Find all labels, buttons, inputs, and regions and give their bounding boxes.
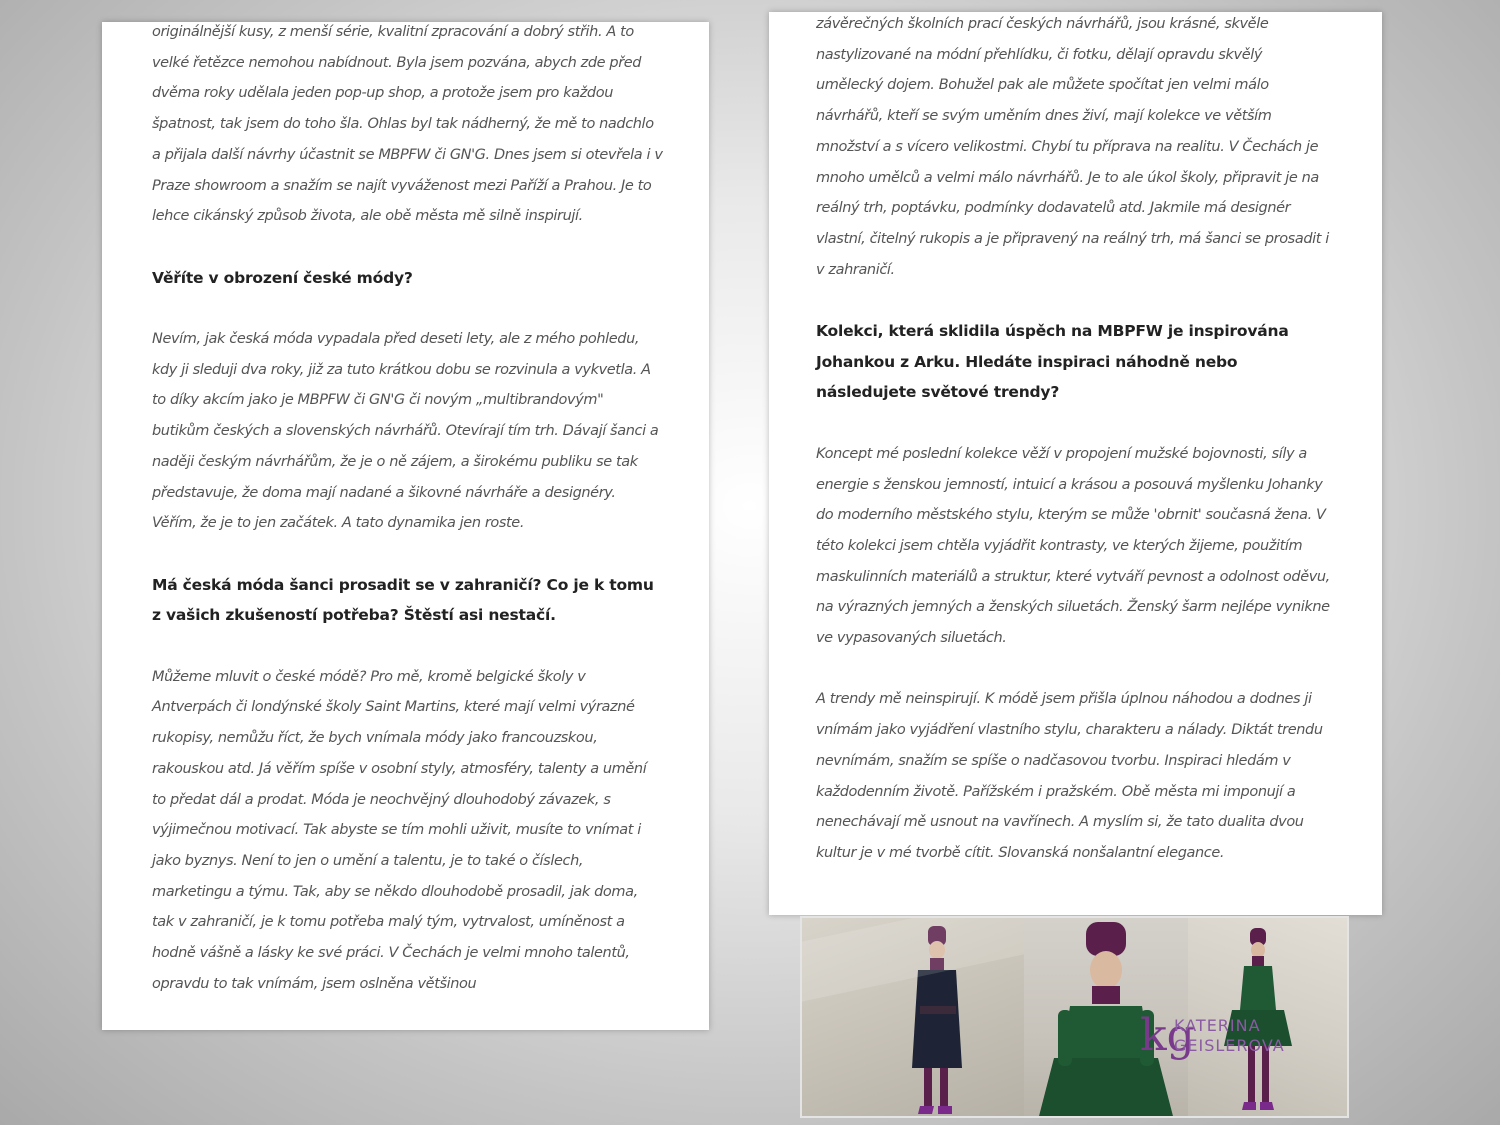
article-page-right xyxy=(769,12,1382,915)
question-revival: Věříte v obrození české módy? xyxy=(152,268,413,287)
designer-logo xyxy=(1140,1010,1340,1062)
answer-collection-concept: Koncept mé poslední kolekce věží v propojení mužské bojovnosti, síly a energie s ženskou jemností, intuicí a krásou a posouvá myšlenku Johanky do moderního městského stylu, kterým se může 'obrnit' současná žena. V této kolekci jsem chtěla vyjádřit kontrasty, ve kterých žijeme, použitím maskulinních materiálů a struktur, které vytváří pevnost a odolnost oděvu, na výrazných jemných a ženských siluetách. Ženský šarm nejlépe vynikne ve vypasovaných siluetách. xyxy=(816,445,1330,647)
logo-first-name: KATERINA xyxy=(1174,1016,1261,1035)
logo-monogram: kg xyxy=(1140,1010,1195,1061)
answer-revival: Nevím, jak česká móda vypadala před deseti lety, ale z mého pohledu, kdy ji sleduji dva roky, již za tuto krátkou dobu se rozvinula a vykvetla. A to díky akcím jako je MBPFW či GN'G či novým „multibrandovým" butikům českých a slovenských návrhářů. Otevírají tím trh. Dávají šanci a naději českým návrhářům, že je o ně zájem, a širokému publiku se tak představuje, že doma mají nadané a šikovné návrháře a designéry. Věřím, že je to jen začátek. A tato dynamika jen roste. xyxy=(152,331,659,532)
answer-trends: A trendy mě neinspirují. K módě jsem přišla úplnou náhodou a dodnes ji vnímám jako vyjádření vlastního stylu, charakteru a nálady. Diktát trendu nevnímám, snažím se spíše o nadčasovou tvorbu. Inspiraci hledám v každodenním životě. Pařížském i pražském. Obě města mi imponují a nenechávají mě usnout na vavřínech. A myslím si, že tato dualita dvou kultur je v mé tvorbě cítit. Slovanská nonšalantní elegance. xyxy=(816,691,1323,861)
question-abroad: Má česká móda šanci prosadit se v zahraničí? Co je k tomu z vašich zkušeností potřeba? Štěstí asi nestačí. xyxy=(152,575,654,625)
paragraph-intro-left: originálnější kusy, z menší série, kvalitní zpracování a dobrý střih. A to velké řetězce nemohou nabídnout. Byla jsem pozvána, abych zde před dvěma roky udělala jeden pop-up shop, a protože jsem pro každou špatnost, tak jsem do toho šla. Ohlas byl tak nádherný, že mě to nadchlo a přijala další návrhy účastnit se MBPFW či GN'G. Dnes jsem si otevřela i v Praze showroom a snažím se najít vyváženost mezi Paříží a Prahou. Je to lehce cikánský způsob života, ale obě města mě silně inspirují. xyxy=(152,24,663,225)
collection-photo-strip xyxy=(800,916,1349,1118)
question-inspiration: Kolekci, která sklidila úspěch na MBPFW je inspirována Johankou z Arku. Hledáte inspiraci náhodně nebo následujete světové trendy? xyxy=(816,322,1289,402)
right-text-flow xyxy=(816,12,1330,869)
article-page-left xyxy=(102,22,709,1030)
logo-last-name: GEISLEROVA xyxy=(1174,1036,1285,1055)
left-text-flow xyxy=(152,22,663,999)
model-photo-navy-coat xyxy=(802,918,1024,1116)
paragraph-intro-right: závěrečných školních prací českých návrhářů, jsou krásné, skvěle nastylizované na módní přehlídku, či fotku, dělají opravdu skvělý umělecký dojem. Bohužel pak ale můžete spočítat jen velmi málo návrhářů, kteří se svým uměním dnes živí, mají kolekce ve větším množství a s vícero velikostmi. Chybí tu příprava na realitu. V Čechách je mnoho umělců a velmi málo návrhářů. Je to ale úkol školy, připravit je na reálný trh, poptávku, podmínky dodavatelů atd. Jakmile má designér vlastní, čitelný rukopis a je připravený na reálný trh, má šanci se prosadit i v zahraničí. xyxy=(816,16,1329,278)
answer-abroad: Můžeme mluvit o české módě? Pro mě, kromě belgické školy v Antverpách či londýnské školy Saint Martins, které mají velmi výrazné rukopisy, nemůžu říct, že bych vnímala módy jako francouzskou, rakouskou atd. Já věřím spíše v osobní styly, atmosféry, talenty a umění to předat dál a prodat. Móda je neochvějný dlouhodobý závazek, s výjimečnou motivací. Tak abyste se tím mohli uživit, musíte to vnímat i jako byznys. Není to jen o umění a talentu, je to také o číslech, marketingu a týmu. Tak, aby se někdo dlouhodobě prosadil, jak doma, tak v zahraničí, je k tomu potřeba malý tým, vytrvalost, umíněnost a hodně vášně a lásky ke své práci. V Čechách je velmi mnoho talentů, opravdu to tak vnímám, jsem oslněna většinou xyxy=(152,668,647,992)
